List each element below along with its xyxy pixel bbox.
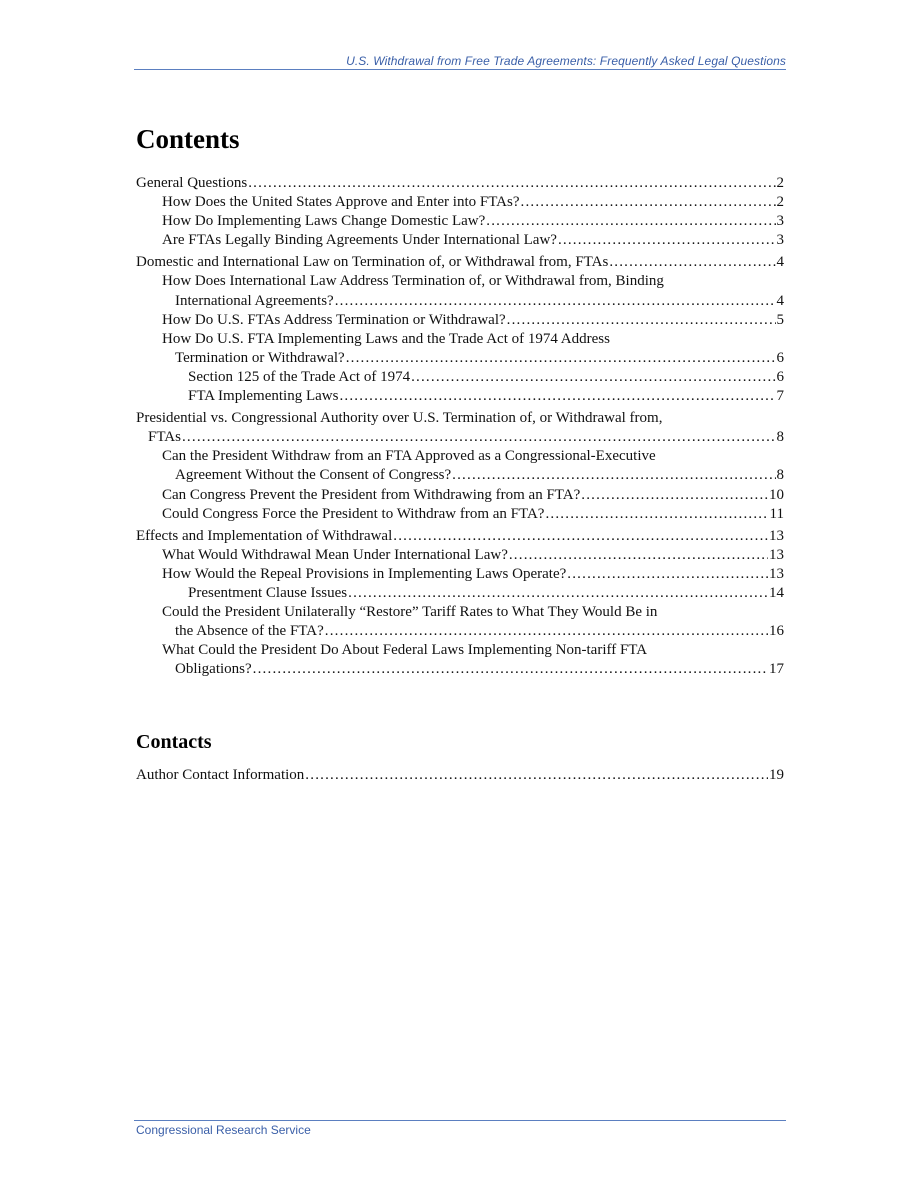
toc-entry-title: How Does International Law Address Termination of, or Withdrawal from, Binding — [162, 273, 664, 290]
toc-leader-dots — [346, 349, 776, 368]
toc-leader-dots — [452, 466, 775, 485]
toc-entry[interactable] — [136, 409, 784, 447]
toc-entry-title: What Could the President Do About Federal Laws Implementing Non-tariff FTA — [162, 642, 648, 659]
toc-entry[interactable] — [136, 231, 784, 250]
toc-entry-title: Can Congress Prevent the President from Withdrawing from an FTA? — [162, 486, 581, 503]
toc-entry-title: Could Congress Force the President to Withdraw from an FTA? — [162, 505, 545, 522]
toc-entry-title: Effects and Implementation of Withdrawal — [136, 527, 393, 544]
toc-entry[interactable] — [136, 330, 784, 368]
footer-rule — [134, 1120, 786, 1121]
toc-entry[interactable] — [136, 584, 784, 603]
toc-entry[interactable] — [136, 546, 784, 565]
toc-leader-dots — [248, 174, 775, 193]
running-header — [134, 54, 786, 70]
toc-entry-title: FTA Implementing Laws — [188, 388, 339, 405]
toc-entry-title: Presidential vs. Congressional Authority over U.S. Termination of, or Withdrawal from, — [136, 410, 663, 427]
toc-entry-title: Domestic and International Law on Termination of, or Withdrawal from, FTAs — [136, 254, 609, 271]
toc-entry[interactable] — [136, 387, 784, 406]
toc-entry-title: How Do U.S. FTAs Address Termination or Withdrawal? — [162, 311, 506, 328]
toc-page-number: 17 — [769, 661, 784, 678]
contents-title: Contents — [136, 124, 240, 154]
toc-page-number: 13 — [769, 527, 784, 544]
toc-entry-title: Can the President Withdraw from an FTA Approved as a Congressional-Executive — [162, 448, 656, 465]
toc-entry[interactable] — [136, 193, 784, 212]
toc-leader-dots — [335, 292, 776, 311]
running-header-title: U.S. Withdrawal from Free Trade Agreements: Frequently Asked Legal Questions — [346, 54, 786, 68]
toc-entry-title: Agreement Without the Consent of Congress? — [175, 467, 452, 484]
toc-entry-title: How Would the Repeal Provisions in Implementing Laws Operate? — [162, 565, 567, 582]
toc-leader-dots — [339, 387, 775, 406]
toc-page-number: 4 — [776, 292, 784, 309]
toc-entry[interactable] — [136, 766, 784, 785]
toc-entry-title: How Do U.S. FTA Implementing Laws and the Trade Act of 1974 Address — [162, 330, 610, 347]
toc-entry-title: How Does the United States Approve and Enter into FTAs? — [162, 194, 520, 211]
toc-leader-dots — [253, 660, 768, 679]
toc-page-number: 3 — [776, 232, 784, 249]
toc-page-number: 2 — [776, 194, 784, 211]
toc-entry-title: What Would Withdrawal Mean Under International Law? — [162, 546, 508, 563]
toc-entry-title: Obligations? — [175, 661, 252, 678]
toc-page-number: 19 — [769, 767, 784, 783]
toc-entry-title: Could the President Unilaterally “Restore” Tariff Rates to What They Would Be in — [162, 604, 658, 621]
toc-entry-title: How Do Implementing Laws Change Domestic Law? — [162, 213, 486, 230]
toc-entry[interactable] — [136, 253, 784, 272]
toc-leader-dots — [182, 428, 776, 447]
toc-entry-title: the Absence of the FTA? — [175, 623, 324, 640]
toc-entry-title: General Questions — [136, 175, 248, 191]
toc-page-number: 4 — [776, 254, 784, 271]
toc-leader-dots — [558, 231, 776, 250]
toc-entry-title: Section 125 of the Trade Act of 1974 — [188, 368, 411, 385]
toc-leader-dots — [325, 622, 768, 641]
table-of-contents — [136, 174, 784, 679]
toc-entry-title: Presentment Clause Issues — [188, 584, 348, 601]
toc-leader-dots — [411, 368, 775, 387]
toc-entry[interactable] — [136, 272, 784, 310]
toc-entry[interactable] — [136, 603, 784, 641]
toc-page-number: 8 — [776, 467, 784, 484]
toc-entry-title: International Agreements? — [175, 292, 334, 309]
toc-leader-dots — [305, 766, 768, 785]
toc-page-number: 13 — [769, 565, 784, 582]
toc-leader-dots — [545, 505, 768, 524]
toc-entry[interactable] — [136, 486, 784, 505]
toc-leader-dots — [348, 584, 768, 603]
toc-leader-dots — [581, 486, 768, 505]
toc-entry[interactable] — [136, 447, 784, 485]
toc-page-number: 10 — [769, 486, 784, 503]
toc-page-number: 7 — [776, 388, 784, 405]
toc-leader-dots — [509, 546, 768, 565]
toc-entry[interactable] — [136, 174, 784, 193]
toc-leader-dots — [567, 565, 768, 584]
toc-entry[interactable] — [136, 641, 784, 679]
toc-entry-title: FTAs — [148, 429, 181, 446]
toc-page-number: 3 — [776, 213, 784, 230]
toc-leader-dots — [507, 311, 776, 330]
toc-entry[interactable] — [136, 368, 784, 387]
toc-leader-dots — [486, 212, 775, 231]
toc-page-number: 5 — [776, 311, 784, 328]
toc-entry[interactable] — [136, 527, 784, 546]
toc-entry[interactable] — [136, 565, 784, 584]
toc-leader-dots — [609, 253, 775, 272]
toc-entry-title: Termination or Withdrawal? — [175, 349, 345, 366]
toc-leader-dots — [521, 193, 776, 212]
toc-entry[interactable] — [136, 311, 784, 330]
contacts-title: Contacts — [136, 731, 212, 753]
toc-page-number: 14 — [769, 584, 784, 601]
toc-page-number: 6 — [776, 368, 784, 385]
toc-entry[interactable] — [136, 212, 784, 231]
toc-page-number: 2 — [776, 175, 784, 191]
toc-entry[interactable] — [136, 505, 784, 524]
toc-entry-title: Author Contact Information — [136, 767, 305, 783]
toc-page-number: 6 — [776, 349, 784, 366]
toc-entry-title: Are FTAs Legally Binding Agreements Under International Law? — [162, 232, 557, 249]
toc-leader-dots — [393, 527, 768, 546]
toc-page-number: 16 — [769, 623, 784, 640]
footer-organization: Congressional Research Service — [136, 1123, 311, 1137]
toc-page-number: 11 — [769, 505, 784, 522]
toc-page-number: 13 — [769, 546, 784, 563]
contacts-list — [136, 766, 784, 785]
toc-page-number: 8 — [776, 429, 784, 446]
